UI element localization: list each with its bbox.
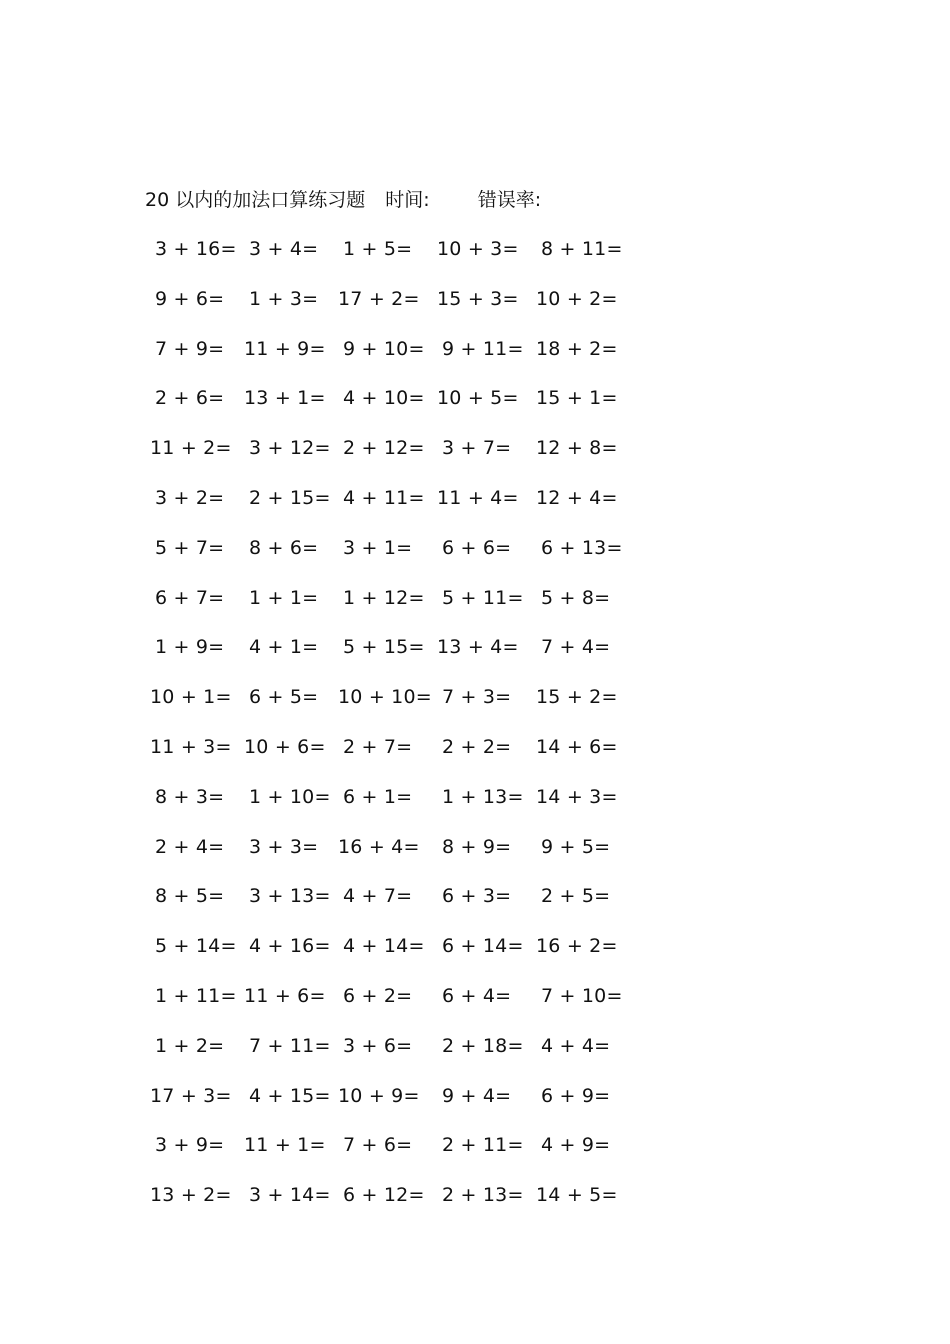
problem-item: 9 + 4= [442,1084,512,1107]
problem-item: 3 + 7= [442,437,512,460]
problem-item: 17 + 2= [338,287,420,310]
problem-item: 6 + 5= [249,686,319,709]
problem-item: 4 + 11= [343,486,425,509]
problem-item: 6 + 9= [541,1084,611,1107]
problem-item: 9 + 10= [343,337,425,360]
problem-row [0,584,950,634]
problem-item: 14 + 6= [536,735,618,758]
problem-row [0,285,950,335]
problem-item: 6 + 13= [541,536,623,559]
problem-item: 1 + 9= [155,636,225,659]
problem-item: 10 + 2= [536,287,618,310]
problem-item: 2 + 4= [155,835,225,858]
problem-item: 12 + 4= [536,486,618,509]
problem-item: 11 + 4= [437,486,519,509]
problem-item: 2 + 15= [249,486,331,509]
problem-row [0,534,950,584]
problem-item: 1 + 10= [249,785,331,808]
problem-row [0,235,950,285]
problem-item: 7 + 11= [249,1034,331,1057]
problem-item: 1 + 5= [343,238,413,260]
problem-item: 6 + 3= [442,885,512,908]
problem-item: 17 + 3= [150,1084,232,1107]
problem-item: 5 + 14= [155,935,237,958]
problem-row [0,384,950,434]
problem-row [0,335,950,385]
problem-item: 13 + 1= [244,387,326,410]
problem-item: 4 + 4= [541,1034,611,1057]
problem-row [0,683,950,733]
problem-item: 3 + 3= [249,835,319,858]
problem-item: 9 + 5= [541,835,611,858]
problem-item: 4 + 16= [249,935,331,958]
problem-item: 1 + 11= [155,984,237,1007]
problem-item: 10 + 9= [338,1084,420,1107]
problem-item: 2 + 7= [343,735,413,758]
problem-item: 15 + 2= [536,686,618,709]
problem-item: 5 + 11= [442,586,524,609]
problem-row [0,1131,950,1181]
problem-item: 8 + 9= [442,835,512,858]
problem-row [0,1032,950,1082]
problem-item: 2 + 12= [343,437,425,460]
problem-item: 10 + 1= [150,686,232,709]
problem-item: 3 + 2= [155,486,225,509]
problem-item: 1 + 3= [249,287,319,310]
problem-item: 7 + 6= [343,1134,413,1157]
problem-item: 18 + 2= [536,337,618,360]
problem-item: 14 + 3= [536,785,618,808]
problem-item: 3 + 13= [249,885,331,908]
problem-item: 3 + 14= [249,1184,331,1207]
problem-row [0,783,950,833]
problem-item: 11 + 3= [150,735,232,758]
problem-item: 1 + 12= [343,586,425,609]
problem-item: 10 + 3= [437,238,519,260]
problem-item: 6 + 1= [343,785,413,808]
problem-item: 3 + 9= [155,1134,225,1157]
problem-row [0,1181,950,1231]
problem-item: 7 + 3= [442,686,512,709]
problem-item: 5 + 7= [155,536,225,559]
problem-item: 16 + 4= [338,835,420,858]
problem-item: 10 + 5= [437,387,519,410]
problem-item: 11 + 6= [244,984,326,1007]
error-rate-label: 错误率: [477,189,542,211]
problem-item: 8 + 5= [155,885,225,908]
problem-item: 4 + 14= [343,935,425,958]
problem-row [0,1082,950,1132]
problem-item: 3 + 4= [249,238,319,260]
problem-item: 9 + 6= [155,287,225,310]
problem-item: 8 + 11= [541,238,623,260]
problem-item: 2 + 6= [155,387,225,410]
problem-item: 7 + 10= [541,984,623,1007]
problem-item: 6 + 6= [442,536,512,559]
problem-item: 6 + 7= [155,586,225,609]
problem-item: 11 + 2= [150,437,232,460]
problem-item: 4 + 1= [249,636,319,659]
problem-item: 11 + 1= [244,1134,326,1157]
problem-row [0,633,950,683]
problem-item: 15 + 3= [437,287,519,310]
problem-item: 6 + 4= [442,984,512,1007]
problem-row [0,733,950,783]
problem-item: 2 + 13= [442,1184,524,1207]
problem-item: 8 + 6= [249,536,319,559]
problem-item: 13 + 4= [437,636,519,659]
problem-item: 4 + 10= [343,387,425,410]
problem-item: 4 + 9= [541,1134,611,1157]
problem-item: 16 + 2= [536,935,618,958]
problem-grid [0,235,950,1231]
problem-item: 6 + 12= [343,1184,425,1207]
problem-item: 4 + 15= [249,1084,331,1107]
worksheet-title: 20 以内的加法口算练习题 [145,189,366,211]
problem-item: 1 + 2= [155,1034,225,1057]
problem-row [0,484,950,534]
problem-item: 5 + 15= [343,636,425,659]
problem-item: 2 + 18= [442,1034,524,1057]
problem-item: 10 + 6= [244,735,326,758]
problem-item: 4 + 7= [343,885,413,908]
problem-row [0,434,950,484]
problem-item: 13 + 2= [150,1184,232,1207]
problem-item: 3 + 1= [343,536,413,559]
problem-item: 3 + 16= [155,238,237,260]
problem-item: 1 + 13= [442,785,524,808]
problem-item: 3 + 12= [249,437,331,460]
problem-item: 14 + 5= [536,1184,618,1207]
problem-item: 3 + 6= [343,1034,413,1057]
problem-item: 15 + 1= [536,387,618,410]
problem-item: 7 + 4= [541,636,611,659]
problem-item: 2 + 11= [442,1134,524,1157]
problem-item: 7 + 9= [155,337,225,360]
problem-item: 10 + 10= [338,686,432,709]
problem-row [0,882,950,932]
worksheet-header [145,186,541,214]
problem-item: 9 + 11= [442,337,524,360]
problem-item: 12 + 8= [536,437,618,460]
problem-item: 11 + 9= [244,337,326,360]
problem-row [0,833,950,883]
problem-item: 2 + 5= [541,885,611,908]
problem-item: 8 + 3= [155,785,225,808]
problem-row [0,982,950,1032]
problem-item: 6 + 14= [442,935,524,958]
problem-item: 6 + 2= [343,984,413,1007]
problem-item: 1 + 1= [249,586,319,609]
problem-item: 2 + 2= [442,735,512,758]
problem-item: 5 + 8= [541,586,611,609]
problem-row [0,932,950,982]
time-label: 时间: [385,189,430,211]
